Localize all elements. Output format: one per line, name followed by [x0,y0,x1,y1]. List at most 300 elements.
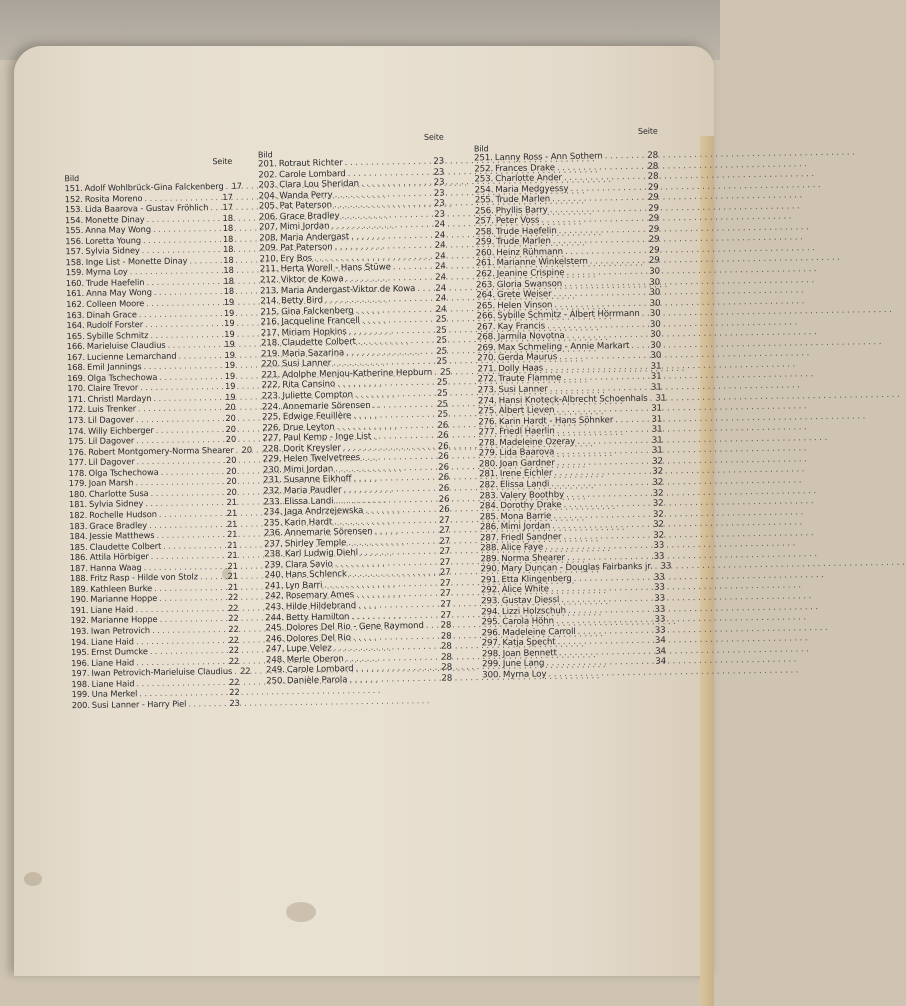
entry-number: 247. [265,644,285,655]
leader-dots [650,393,654,404]
entry-name: Susanne Eikhoff [283,474,352,486]
leader-dots [200,571,226,582]
entry-page: 33 [654,625,666,636]
entry-page: 20 [225,423,237,434]
entry-name: Jarmila Novotna [497,331,565,343]
entry-page: 27 [439,578,451,589]
entry-number: 250. [266,675,286,687]
entry-name: Claudette Colbert [89,540,162,552]
entry-page: 27 [438,515,450,526]
entry-name: Pat Paterson [279,200,333,212]
entry-page: 32 [652,509,664,520]
entry-page: 23 [433,188,445,199]
entry-number: 261. [475,258,495,269]
entry-name: Annemarie Sörensen [282,400,371,412]
leader-dots [417,283,433,294]
entry-name: Norma Shearer [501,552,566,564]
entry-page: 32 [652,488,664,499]
entry-number: 204. [258,190,278,202]
entry-number: 187. [69,562,89,573]
entry-name: Lupe Velez [286,643,332,655]
entry-number: 292. [480,585,500,596]
entry-name: Karin Hardt [284,516,333,528]
entry-page: 30 [649,277,661,288]
entry-number: 171. [67,393,86,405]
entry-number: 278. [478,437,498,449]
entry-name: Marianne Winkelstern [496,257,588,269]
entry-number: 281. [479,469,498,480]
leader-dots [189,255,221,266]
entry-page: 25 [435,314,447,325]
entry-number: 154. [64,214,84,225]
leader-dots [167,339,222,350]
entry-name: Rosemary Ames [285,590,355,602]
entry-name: Adolphe Menjou-Katherine Hepburn [282,367,433,381]
entry-name: Alice Faye [500,542,544,554]
entry-number: 210. [259,254,279,265]
entry-page: 20 [225,402,236,413]
leader-dots [349,674,439,686]
entry-name: Loretta Young [85,234,142,246]
entry-number: 169. [67,372,86,384]
entry-number: 214. [260,296,280,307]
entry-number: 289. [480,553,500,565]
entry-page: 18 [222,233,234,244]
entry-page: 28 [647,171,659,182]
entry-page: 28 [647,161,659,172]
entry-number: 231. [263,475,282,486]
entry-page: 34 [655,656,667,667]
entry-number: 276. [478,416,498,428]
entry-number: 170. [67,383,86,394]
entry-page: 18 [223,265,234,276]
seite-label: Seite [637,126,658,136]
entry-name: Lil Dagover [88,435,135,447]
entry-number: 236. [263,528,283,539]
entry-name: Myrna Loy [85,266,128,278]
entry-page: 24 [435,304,447,315]
entry-number: 198. [71,678,90,689]
entry-number: 253. [474,174,494,185]
entry-name: Joan Bennett [502,647,557,659]
entry-name: Fritz Rasp - Hilde von Stolz [90,571,199,584]
entry-name: Elissa Landi [284,495,334,507]
entry-page: 27 [439,567,451,579]
entry-number: 264. [476,290,496,301]
entry-name: Sylvia Sidney [88,498,144,510]
entry-number: 192. [70,615,89,626]
entry-number: 220. [261,359,281,370]
entry-name: Luis Trenker [87,403,137,415]
entry-number: 266. [476,311,496,322]
leader-dots [210,202,220,213]
entry-page: 28 [440,631,452,642]
entry-name: Gloria Swanson [496,278,563,290]
entry-page: 23 [434,209,446,220]
entry-name: Maria Andergast [279,231,350,243]
entry-number: 224. [261,401,281,413]
column-header [258,133,444,160]
entry-page: 19 [224,370,236,381]
entry-name: Gina Falckenberg [281,305,354,317]
entry-number: 200. [71,699,90,710]
entry-number: 155. [65,225,84,236]
entry-page: 26 [438,483,450,494]
entry-page: 30 [649,319,661,330]
entry-name: Lanny Ross - Ann Sothern [494,151,603,164]
entry-name: Jaga Andrzejewska [284,505,364,518]
entry-name: Irene Eichler [499,468,553,480]
entry-number: 177. [68,457,87,468]
entry-number: 255. [474,195,494,206]
entry-page: 33 [653,551,665,562]
entry-number: 242. [264,591,284,602]
entry-page: 17 [222,191,233,202]
entry-number: 184. [69,530,88,542]
entry-number: 217. [260,327,280,339]
entry-page: 22 [229,676,240,687]
entry-page: 18 [223,244,234,255]
entry-number: 223. [261,391,281,402]
entry-page: 18 [223,286,235,297]
entry-number: 254. [474,184,494,196]
leader-dots [615,414,649,425]
entry-name: Trude Haefelin [495,226,557,237]
entry-number: 186. [69,552,88,563]
entry-page: 22 [227,592,239,603]
entry-number: 151. [64,182,83,194]
entry-page: 19 [224,349,235,360]
entry-number: 179. [68,478,87,489]
entry-page: 23 [229,697,240,708]
entry-name: Wanda Perry [279,189,333,201]
entry-name: Grete Weiser [496,289,552,301]
entry-name: Christl Mardayn [87,392,152,404]
entry-name: Friedl Haerlin [499,426,555,438]
entry-name: Iwan Petrovich [90,625,151,636]
entry-number: 260. [475,248,495,259]
entry-page: 24 [435,293,447,304]
entry-number: 230. [262,465,282,476]
entry-page: 31 [655,393,667,404]
entry-name: Adolf Wohlbrück-Gina Falckenberg [84,180,224,193]
entry-page: 23 [433,198,445,209]
entry-number: 234. [263,507,283,518]
entry-name: Colleen Moore [86,298,145,309]
entry-page: 29 [648,245,660,256]
entry-name: Dolly Haas [498,363,544,375]
entry-number: 172. [67,404,86,415]
entry-name: Charlotte Ander [495,173,563,185]
entry-name: Pat Paterson [280,242,333,254]
entry-number: 189. [70,583,89,594]
entry-page: 19 [223,296,235,307]
entry-page: 27 [439,557,451,568]
entry-number: 249. [266,665,285,676]
entry-number: 213. [260,285,279,297]
entry-number: 251. [474,153,493,164]
entry-name: Betty Bird [280,295,323,307]
entry-page: 31 [650,372,662,383]
entry-page: 19 [224,317,235,329]
entry-name: Frances Drake [494,162,555,174]
entry-number: 166. [66,341,85,352]
entry-number: 256. [474,205,494,217]
entry-page: 19 [224,328,235,339]
entry-name: Madeleine Ozeray [499,436,576,448]
entry-page: 23 [433,156,445,167]
entry-name: Karin Hardt - Hans Söhnker [498,414,614,427]
entry-name: Emil Jannings [87,361,142,373]
entry-page: 25 [440,367,452,378]
entry-number: 245. [265,623,285,634]
entry-name: Karl Ludwig Diehl [284,548,359,560]
entry-number: 190. [70,594,89,605]
entry-page: 28 [440,620,452,631]
entry-page: 30 [649,298,661,309]
entry-page: 31 [651,445,663,457]
entry-page: 27 [440,588,451,600]
entry-number: 176. [68,446,87,457]
entry-number: 207. [259,222,278,233]
bild-label: Bild [64,173,80,184]
entry-page: 21 [227,581,239,592]
entry-page: 33 [653,540,665,551]
entry-name: Max Schmeling - Annie Markart [497,340,630,353]
leader-dots [631,341,648,352]
entry-name: Traute Flamme [498,373,562,385]
entry-page: 25 [436,335,448,347]
entry-name: Olga Tschechowa [88,466,159,478]
entry-name: Willy Eichberger [87,424,154,436]
entry-number: 196. [71,657,90,668]
leader-dots [642,309,648,320]
entry-number: 222. [261,380,281,391]
entry-name: Phyllis Barry [495,205,548,216]
entry-number: 197. [71,668,90,679]
entry-page: 21 [226,497,238,508]
entry-number: 275. [478,406,497,417]
entry-page: 32 [652,477,664,488]
entry-page: 22 [228,602,239,613]
entry-page: 26 [437,451,449,463]
entry-page: 26 [437,420,449,431]
entry-page: 25 [436,388,448,399]
entry-name: Grace Bradley [279,210,340,222]
entry-name: Miriam Hopkins [281,326,347,338]
entry-name: Dorothy Drake [500,500,562,512]
entry-page: 20 [241,444,253,455]
entry-number: 173. [67,414,86,426]
entry-page: 20 [226,465,237,476]
entry-name: Lida Baarova [499,447,555,459]
entry-number: 216. [260,317,280,328]
entry-page: 25 [436,356,448,368]
index-column-2 [258,133,453,687]
entry-page: 29 [648,203,660,214]
entry-name: Claire Trevor [87,382,139,394]
entry-number: 209. [259,243,279,254]
entry-number: 299. [482,659,501,670]
entry-page: 21 [227,549,238,561]
entry-page: 20 [225,412,236,424]
entry-name: Clara Savio [285,559,333,570]
entry-name: Juliette Compton [282,390,353,402]
entry-number: 284. [479,501,499,512]
entry-name: Anna May Wong [85,224,152,236]
entry-name: Danièle Parola [286,674,348,686]
entry-number: 240. [264,570,284,581]
leader-dots [144,192,220,204]
entry-name: Alice White [501,584,550,596]
entry-page: 22 [228,644,240,656]
entry-name: Attila Hörbiger [89,551,149,563]
entry-page: 21 [227,539,238,550]
entry-number: 168. [66,362,86,373]
entry-number: 208. [259,233,279,244]
entry-number: 246. [265,633,285,645]
entry-name: Albert Lieven [498,405,555,417]
entry-number: 271. [477,364,497,375]
entry-number: 203. [258,180,278,191]
entry-number: 158. [65,256,84,268]
entry-name: Mona Barrie [500,510,552,522]
entry-number: 262. [475,269,495,280]
entry-name: Robert Montgomery-Norma Shearer [88,444,234,457]
entry-name: Gustav Diessl [501,595,560,607]
entry-name: Madeleine Carroll [502,626,576,638]
entry-name: Sybille Schmitz - Albert Hörrmann [497,309,640,322]
entry-page: 25 [436,346,448,357]
entry-number: 159. [65,267,84,278]
entry-page: 25 [436,378,448,389]
entry-name: Maria Andergast-Viktor de Kowa [280,283,416,296]
entry-name: Jessie Matthews [89,530,155,541]
column-header [64,157,232,183]
entry-name: Hansi Knoteck-Albrecht Schoenhals [498,393,648,406]
entry-name: Liane Haid [90,604,134,615]
entry-name: Friedl Sandner [500,531,562,543]
entry-number: 227. [262,433,282,444]
entry-number: 178. [68,467,87,478]
entry-name: June Lang [502,658,545,670]
leader-dots [426,621,439,632]
entry-name: Joan Gardner [499,458,555,469]
entry-number: 185. [69,541,88,552]
leader-dots [548,667,664,679]
entry-page: 28 [441,652,452,663]
entry-page: 25 [435,325,447,336]
seite-label: Seite [423,132,444,142]
entry-number: 287. [480,532,499,544]
leader-dots [178,350,222,361]
index-column-3 [473,126,672,681]
entry-page: 18 [222,223,234,234]
entry-name: Helen Vinson [497,299,553,311]
entry-number: 270. [477,353,497,364]
entry-name: Herta Worell - Hans Stüwe [280,262,391,275]
entry-number: 297. [481,638,501,649]
entry-name: Liane Haid [91,656,135,668]
entry-page: 27 [439,536,451,547]
entry-name: Mimi Jordan [500,521,551,533]
entry-page: 34 [655,646,666,657]
entry-name: Hans Schlenck [285,569,347,581]
leader-dots [236,444,240,455]
entry-name: Susi Lanner [281,358,332,370]
entry-page: 29 [647,192,659,203]
entry-page: 32 [652,456,663,467]
entry-page: 22 [228,613,239,624]
entry-page: 26 [438,472,450,484]
entry-page: 19 [223,307,235,318]
entry-name: Mimi Jordan [283,464,334,475]
entry-page: 31 [651,403,663,414]
entry-number: 174. [67,425,87,436]
entry-number: 229. [262,454,282,465]
entry-page: 27 [440,610,452,621]
entry-name: Joan Marsh [88,477,134,489]
entry-name: Hilde Hildebrand [285,600,357,613]
entry-name: Rotraut Richter [278,158,343,170]
entry-page: 34 [654,635,666,646]
entry-page: 28 [440,641,452,652]
entry-number: 199. [71,689,90,700]
entry-page: 32 [653,519,664,530]
entry-page: 19 [224,339,235,350]
entry-name: Annemarie Sörensen [284,526,373,539]
entry-page: 24 [434,262,446,273]
entry-name: Carola Höhn [502,616,555,628]
entry-number: 272. [477,374,497,385]
entry-name: Sybille Schmitz [86,329,149,341]
entry-number: 274. [477,395,497,407]
entry-name: Dolores Del Rio - Gene Raymond [286,621,424,634]
entry-page: 29 [648,234,660,246]
entry-page: 31 [650,382,662,393]
entry-number: 215. [260,306,280,318]
index-rows [258,157,452,687]
index-column-1 [64,156,253,711]
entry-number: 283. [479,490,499,501]
entry-name: Marieluise Claudius [86,340,166,352]
entry-number: 241. [264,581,284,592]
entry-name: Lucienne Lemarchand [86,350,177,362]
entry-name: Jacqueline Francell [281,316,360,328]
entry-name: Olga Tschechowa [87,371,158,383]
entry-page: 25 [437,409,449,420]
entry-number: 225. [262,412,281,423]
entry-number: 165. [66,330,85,341]
entry-page: 26 [437,430,449,441]
entry-name: Lil Dagover [88,456,135,468]
entry-page: 30 [649,308,661,319]
entry-number: 202. [258,169,278,181]
entry-page: 24 [434,219,446,231]
entry-page: 28 [441,673,453,684]
entry-number: 218. [260,338,280,349]
entry-number: 161. [65,288,85,299]
entry-page: 27 [440,599,452,610]
entry-name: Carole Lombard [286,664,354,676]
entry-number: 239. [264,559,284,571]
entry-number: 160. [65,277,85,289]
entry-page: 29 [648,213,660,225]
entry-name: Charlotte Susa [88,487,149,499]
entry-number: 288. [480,543,500,554]
entry-number: 157. [65,246,84,257]
leader-dots [226,181,230,192]
